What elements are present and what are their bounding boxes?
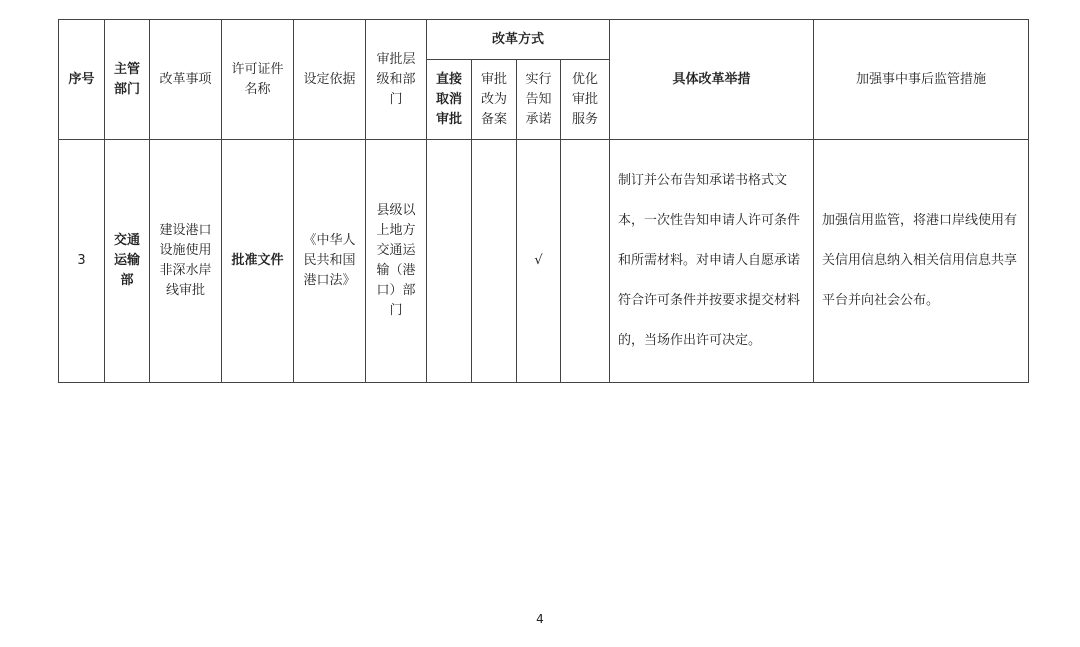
header-license: 许可证件 名称 [222, 20, 294, 140]
header-method-group: 改革方式 [427, 20, 610, 60]
cell-supervision: 加强信用监管，将港口岸线使用有关信用信息纳入相关信用信息共享平台并向社会公布。 [814, 140, 1029, 383]
header-seq: 序号 [59, 20, 105, 140]
header-level: 审批层 级和部 门 [366, 20, 427, 140]
header-item: 改革事项 [150, 20, 222, 140]
header-basis: 设定依据 [294, 20, 366, 140]
header-method-cancel: 直接 取消 审批 [427, 60, 472, 140]
cell-mark-commitment: √ [517, 140, 561, 383]
cell-basis: 《中华人 民共和国 港口法》 [294, 140, 366, 383]
header-method-commitment: 实行 告知 承诺 [517, 60, 561, 140]
header-supervision: 加强事中事后监管措施 [814, 20, 1029, 140]
cell-measures: 制订并公布告知承诺书格式文本，一次性告知申请人许可条件和所需材料。对申请人自愿承诺符合许可条件并按要求提交材料的，当场作出许可决定。 [610, 140, 814, 383]
header-method-filing: 审批 改为 备案 [472, 60, 517, 140]
cell-mark-filing [472, 140, 517, 383]
cell-license: 批准文件 [222, 140, 294, 383]
cell-level: 县级以 上地方 交通运 输（港 口）部 门 [366, 140, 427, 383]
header-row-top [59, 20, 1029, 60]
cell-dept: 交通 运输 部 [105, 140, 150, 383]
page-number: 4 [536, 612, 544, 626]
cell-mark-optimize [561, 140, 610, 383]
cell-item: 建设港口 设施使用 非深水岸 线审批 [150, 140, 222, 383]
header-method-optimize: 优化 审批 服务 [561, 60, 610, 140]
header-measures: 具体改革举措 [610, 20, 814, 140]
header-dept: 主管 部门 [105, 20, 150, 140]
cell-seq: 3 [59, 140, 105, 383]
cell-mark-cancel [427, 140, 472, 383]
reform-table [58, 19, 1029, 383]
table-row [59, 140, 1029, 383]
